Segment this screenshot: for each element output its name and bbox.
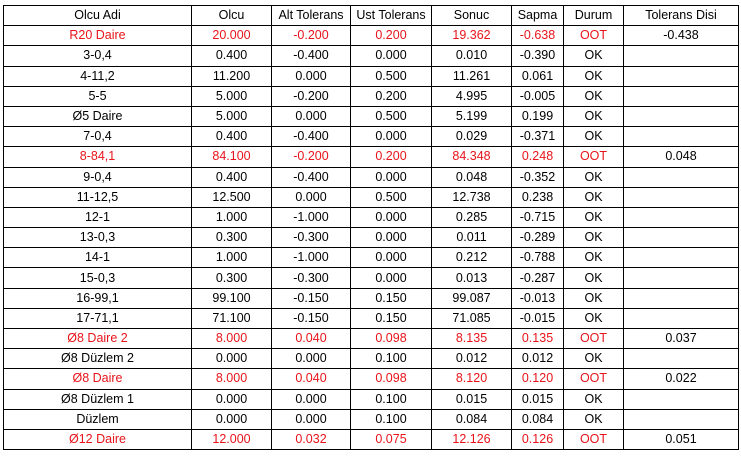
sapma-cell: -0.390 [512, 46, 564, 66]
table-row [4, 86, 739, 106]
sonuc-cell: 12.738 [432, 187, 512, 207]
olcu-adi-cell: 12-1 [4, 207, 192, 227]
ust-tolerans-cell: 0.000 [351, 207, 432, 227]
olcu-adi-cell: 8-84,1 [4, 147, 192, 167]
alt-tolerans-cell: 0.000 [272, 349, 351, 369]
alt-tolerans-cell: -0.200 [272, 86, 351, 106]
olcu-cell: 5.000 [192, 106, 272, 126]
ust-tolerans-cell: 0.100 [351, 409, 432, 429]
ust-tolerans-cell: 0.000 [351, 167, 432, 187]
tolerans-disi-cell [624, 66, 739, 86]
tolerans-disi-cell: 0.048 [624, 147, 739, 167]
measurement-report [3, 5, 739, 450]
olcu-adi-cell: Düzlem [4, 409, 192, 429]
sonuc-cell: 11.261 [432, 66, 512, 86]
olcu-adi-cell: 3-0,4 [4, 46, 192, 66]
olcu-adi-cell: 5-5 [4, 86, 192, 106]
durum-cell: OK [564, 389, 624, 409]
alt-tolerans-cell: -0.150 [272, 308, 351, 328]
ust-tolerans-cell: 0.075 [351, 429, 432, 449]
durum-cell: OK [564, 167, 624, 187]
sapma-cell: -0.638 [512, 26, 564, 46]
sapma-cell: -0.289 [512, 228, 564, 248]
tolerans-disi-cell [624, 106, 739, 126]
olcu-adi-cell: Ø8 Daire 2 [4, 329, 192, 349]
olcu-adi-cell: 7-0,4 [4, 127, 192, 147]
sapma-cell: 0.199 [512, 106, 564, 126]
alt-tolerans-cell: 0.040 [272, 329, 351, 349]
table-row [4, 308, 739, 328]
olcu-cell: 11.200 [192, 66, 272, 86]
olcu-cell: 1.000 [192, 207, 272, 227]
olcu-adi-cell: Ø5 Daire [4, 106, 192, 126]
ust-tolerans-cell: 0.100 [351, 349, 432, 369]
ust-tolerans-cell: 0.200 [351, 86, 432, 106]
ust-tolerans-cell: 0.150 [351, 288, 432, 308]
table-row [4, 26, 739, 46]
alt-tolerans-cell: -1.000 [272, 207, 351, 227]
header-row [4, 6, 739, 26]
sapma-cell: 0.248 [512, 147, 564, 167]
sapma-cell: 0.084 [512, 409, 564, 429]
olcu-adi-cell: 14-1 [4, 248, 192, 268]
sapma-cell: -0.352 [512, 167, 564, 187]
tolerans-disi-cell: 0.022 [624, 369, 739, 389]
durum-cell: OK [564, 409, 624, 429]
sapma-cell: -0.715 [512, 207, 564, 227]
ust-tolerans-cell: 0.150 [351, 308, 432, 328]
alt-tolerans-cell: 0.000 [272, 106, 351, 126]
ust-tolerans-cell: 0.500 [351, 106, 432, 126]
sonuc-cell: 0.012 [432, 349, 512, 369]
tolerans-disi-cell [624, 308, 739, 328]
table-row [4, 207, 739, 227]
sonuc-cell: 0.048 [432, 167, 512, 187]
olcu-adi-cell: Ø8 Daire [4, 369, 192, 389]
sapma-cell: -0.015 [512, 308, 564, 328]
ust-tolerans-cell: 0.098 [351, 329, 432, 349]
olcu-adi-cell: Ø12 Daire [4, 429, 192, 449]
sonuc-cell: 8.120 [432, 369, 512, 389]
sapma-cell: 0.238 [512, 187, 564, 207]
durum-cell: OOT [564, 369, 624, 389]
durum-cell: OK [564, 46, 624, 66]
olcu-cell: 1.000 [192, 248, 272, 268]
sonuc-cell: 12.126 [432, 429, 512, 449]
sonuc-cell: 0.212 [432, 248, 512, 268]
sonuc-cell: 0.285 [432, 207, 512, 227]
ust-tolerans-cell: 0.200 [351, 26, 432, 46]
durum-cell: OK [564, 248, 624, 268]
alt-tolerans-cell: 0.000 [272, 409, 351, 429]
olcu-cell: 8.000 [192, 329, 272, 349]
header-olcu-adi: Olcu Adi [4, 6, 192, 26]
sonuc-cell: 84.348 [432, 147, 512, 167]
tolerans-disi-cell [624, 288, 739, 308]
sonuc-cell: 5.199 [432, 106, 512, 126]
olcu-cell: 0.000 [192, 349, 272, 369]
table-row [4, 248, 739, 268]
ust-tolerans-cell: 0.500 [351, 187, 432, 207]
sonuc-cell: 0.015 [432, 389, 512, 409]
sapma-cell: -0.005 [512, 86, 564, 106]
table-row [4, 66, 739, 86]
table-row [4, 429, 739, 449]
durum-cell: OOT [564, 147, 624, 167]
table-row [4, 389, 739, 409]
alt-tolerans-cell: 0.032 [272, 429, 351, 449]
olcu-adi-cell: 15-0,3 [4, 268, 192, 288]
tolerans-disi-cell [624, 228, 739, 248]
sonuc-cell: 19.362 [432, 26, 512, 46]
ust-tolerans-cell: 0.500 [351, 66, 432, 86]
table-row [4, 106, 739, 126]
tolerans-disi-cell [624, 167, 739, 187]
sapma-cell: -0.287 [512, 268, 564, 288]
alt-tolerans-cell: -0.200 [272, 147, 351, 167]
header-sonuc: Sonuc [432, 6, 512, 26]
table-row [4, 46, 739, 66]
tolerans-disi-cell: 0.037 [624, 329, 739, 349]
sonuc-cell: 0.010 [432, 46, 512, 66]
olcu-cell: 71.100 [192, 308, 272, 328]
olcu-adi-cell: Ø8 Düzlem 2 [4, 349, 192, 369]
sonuc-cell: 0.013 [432, 268, 512, 288]
olcu-cell: 0.300 [192, 268, 272, 288]
table-row [4, 228, 739, 248]
olcu-cell: 84.100 [192, 147, 272, 167]
header-ust-tolerans: Ust Tolerans [351, 6, 432, 26]
tolerans-disi-cell [624, 187, 739, 207]
tolerans-disi-cell [624, 409, 739, 429]
durum-cell: OOT [564, 26, 624, 46]
olcu-cell: 0.000 [192, 409, 272, 429]
durum-cell: OK [564, 349, 624, 369]
olcu-cell: 99.100 [192, 288, 272, 308]
sapma-cell: 0.120 [512, 369, 564, 389]
sonuc-cell: 0.084 [432, 409, 512, 429]
olcu-adi-cell: 9-0,4 [4, 167, 192, 187]
olcu-cell: 5.000 [192, 86, 272, 106]
olcu-cell: 0.400 [192, 127, 272, 147]
header-olcu: Olcu [192, 6, 272, 26]
alt-tolerans-cell: -0.300 [272, 228, 351, 248]
sapma-cell: 0.135 [512, 329, 564, 349]
alt-tolerans-cell: -0.200 [272, 26, 351, 46]
ust-tolerans-cell: 0.100 [351, 389, 432, 409]
tolerans-disi-cell [624, 268, 739, 288]
sapma-cell: -0.788 [512, 248, 564, 268]
sapma-cell: -0.371 [512, 127, 564, 147]
sonuc-cell: 4.995 [432, 86, 512, 106]
durum-cell: OK [564, 207, 624, 227]
olcu-adi-cell: 4-11,2 [4, 66, 192, 86]
table-row [4, 288, 739, 308]
ust-tolerans-cell: 0.098 [351, 369, 432, 389]
header-durum: Durum [564, 6, 624, 26]
olcu-cell: 0.400 [192, 46, 272, 66]
table-row [4, 167, 739, 187]
table-row [4, 127, 739, 147]
alt-tolerans-cell: -0.300 [272, 268, 351, 288]
olcu-cell: 0.400 [192, 167, 272, 187]
durum-cell: OK [564, 66, 624, 86]
table-body [4, 26, 739, 450]
alt-tolerans-cell: -0.400 [272, 167, 351, 187]
measurement-table [3, 5, 739, 450]
tolerans-disi-cell [624, 207, 739, 227]
durum-cell: OK [564, 127, 624, 147]
tolerans-disi-cell: -0.438 [624, 26, 739, 46]
sapma-cell: 0.126 [512, 429, 564, 449]
sapma-cell: 0.012 [512, 349, 564, 369]
table-row [4, 187, 739, 207]
olcu-cell: 0.000 [192, 389, 272, 409]
header-alt-tolerans: Alt Tolerans [272, 6, 351, 26]
sonuc-cell: 71.085 [432, 308, 512, 328]
olcu-cell: 8.000 [192, 369, 272, 389]
sapma-cell: -0.013 [512, 288, 564, 308]
table-row [4, 147, 739, 167]
sonuc-cell: 99.087 [432, 288, 512, 308]
table-row [4, 369, 739, 389]
olcu-adi-cell: 13-0,3 [4, 228, 192, 248]
durum-cell: OK [564, 268, 624, 288]
sapma-cell: 0.061 [512, 66, 564, 86]
tolerans-disi-cell: 0.051 [624, 429, 739, 449]
alt-tolerans-cell: -0.400 [272, 127, 351, 147]
olcu-adi-cell: Ø8 Düzlem 1 [4, 389, 192, 409]
durum-cell: OK [564, 106, 624, 126]
olcu-cell: 12.500 [192, 187, 272, 207]
durum-cell: OK [564, 187, 624, 207]
tolerans-disi-cell [624, 86, 739, 106]
table-row [4, 329, 739, 349]
tolerans-disi-cell [624, 248, 739, 268]
table-row [4, 349, 739, 369]
alt-tolerans-cell: 0.040 [272, 369, 351, 389]
sapma-cell: 0.015 [512, 389, 564, 409]
alt-tolerans-cell: -1.000 [272, 248, 351, 268]
olcu-cell: 20.000 [192, 26, 272, 46]
durum-cell: OK [564, 308, 624, 328]
alt-tolerans-cell: -0.150 [272, 288, 351, 308]
alt-tolerans-cell: 0.000 [272, 66, 351, 86]
olcu-adi-cell: 17-71,1 [4, 308, 192, 328]
sonuc-cell: 8.135 [432, 329, 512, 349]
olcu-cell: 0.300 [192, 228, 272, 248]
tolerans-disi-cell [624, 46, 739, 66]
olcu-adi-cell: 11-12,5 [4, 187, 192, 207]
tolerans-disi-cell [624, 127, 739, 147]
alt-tolerans-cell: 0.000 [272, 187, 351, 207]
tolerans-disi-cell [624, 349, 739, 369]
sonuc-cell: 0.011 [432, 228, 512, 248]
table-row [4, 409, 739, 429]
ust-tolerans-cell: 0.000 [351, 46, 432, 66]
ust-tolerans-cell: 0.000 [351, 248, 432, 268]
alt-tolerans-cell: -0.400 [272, 46, 351, 66]
header-tolerans-disi: Tolerans Disi [624, 6, 739, 26]
ust-tolerans-cell: 0.000 [351, 127, 432, 147]
durum-cell: OK [564, 228, 624, 248]
sonuc-cell: 0.029 [432, 127, 512, 147]
olcu-adi-cell: R20 Daire [4, 26, 192, 46]
header-sapma: Sapma [512, 6, 564, 26]
olcu-cell: 12.000 [192, 429, 272, 449]
alt-tolerans-cell: 0.000 [272, 389, 351, 409]
ust-tolerans-cell: 0.000 [351, 228, 432, 248]
table-row [4, 268, 739, 288]
durum-cell: OOT [564, 329, 624, 349]
ust-tolerans-cell: 0.200 [351, 147, 432, 167]
tolerans-disi-cell [624, 389, 739, 409]
durum-cell: OOT [564, 429, 624, 449]
durum-cell: OK [564, 288, 624, 308]
olcu-adi-cell: 16-99,1 [4, 288, 192, 308]
durum-cell: OK [564, 86, 624, 106]
ust-tolerans-cell: 0.000 [351, 268, 432, 288]
